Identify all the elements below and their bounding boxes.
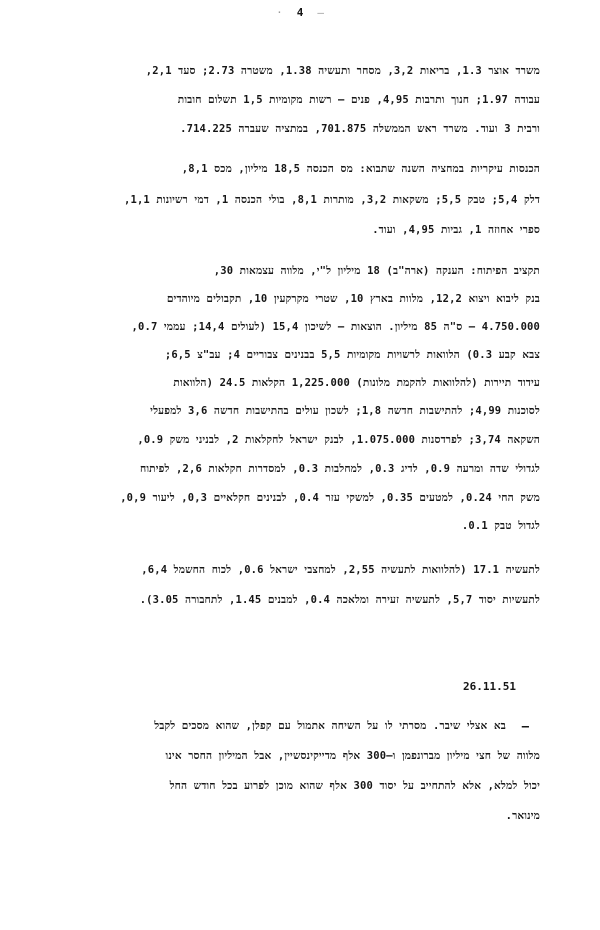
paragraph-1-line-1: משרד אוצר 1.3, בריאות 3,2, מסחר ותעשיה 1.38, משטרה 2.73; סעד 2,1, <box>145 65 540 77</box>
paragraph-2-line-3: ספרי אחוזה 1, גביות 4,95, ועוד. <box>372 224 540 236</box>
paragraph-3-line-6: לסוכנות 4,99; להתישבות חדשה 1,8; לשכון עולים בהתישבות חדשה 3,6 למפעלי <box>150 405 540 417</box>
paragraph-3-line-3: 4.750.000 – ס"ה 85 מיליון. הוצאות – לשיכון 15,4 (לעולים 14,4; עממי 0.7, <box>131 321 540 333</box>
paragraph-2-line-1: הכנסות עיקריות במחציה השנה שתבוא: מס הכנסה 18,5 מיליון, מכס 8,1, <box>181 163 540 175</box>
entry-dash: – <box>521 719 529 733</box>
paragraph-5-line-2: מלווה של חצי מיליון מברונפמן ו–300 אלף מדייקינסשיין, אבל המיליון החסר אינו <box>165 750 540 762</box>
paragraph-3-line-9: משק החי 0.24, למטעים 0.35, למשקי עזר 0.4, לבנינים חקלאיים 0,3, ליעור 0,9, <box>120 492 540 504</box>
paragraph-3-line-8: לגדולי שדה ומרעה 0.9, לדיג 0.3, למחלבות 0.3, למסדרות חקלאות 2,6, לפיתוח <box>139 463 540 475</box>
paragraph-1-line-2: עבודה 1.97; חנוך ותרבות 4,95, פנים – רשות מקומיות 1,5 תשלום חובות <box>177 94 540 106</box>
paragraph-3-line-7: השקאה 3,74; לפרדסנות 1.075.000, לבנק ישראל לחקלאות 2, לבניני משק 0.9, <box>137 434 540 446</box>
paragraph-1-line-3: ורבית 3 ועוד. משרד ראש הממשלה 701.875, במתציה שעברה 714.225. <box>180 123 540 135</box>
paragraph-4-line-2: לתעשיות יסוד 5,7, לתעשיה זעירה ומלאכה 0.4, למבנים 1.45, לתחבורה 3.05). <box>139 594 540 606</box>
paragraph-5-line-4: מינואר. <box>505 810 540 822</box>
page-number: · 4 – <box>276 6 324 19</box>
paragraph-3-line-4: צבא קבע 0.3) הלוואות לרשויות מקומיות 5,5 בבנינים צבוריים 4; עב"צ 6,5; <box>164 349 540 361</box>
paragraph-2-line-2: דלק 5,4; טבק 5,5; משקאות 3,2, מותרות 8,1, בולי הכנסה 1, דמי רשיונות 1,1, <box>123 194 540 206</box>
paragraph-5-line-1: בא אצלי שיבר. מסרתי לו על השיחה אתמול עם קפלן, שהוא מסכים לקבל <box>154 720 506 732</box>
paragraph-3-line-2: בנק ליבוא ויצוא 12,2, מלוות בארץ 10, שטרי מקרקעין 10, תקבולים מיוהדים <box>166 293 540 305</box>
paragraph-5-line-3: יכול למלא, אלא להתחייב על יסוד 300 אלף שהוא מוכן לפרוע בכל חודש החל <box>169 780 540 792</box>
paragraph-3-line-1: תקציב הפיתוח: הענקה (ארה"ב) 18 מיליון ל"י, מלווה עצמאות 30, <box>213 265 540 277</box>
paragraph-3-line-10: לגדול טבק 0.1. <box>461 520 540 532</box>
entry-date: 26.11.51 <box>463 680 516 693</box>
paragraph-3-line-5: עידוד תיירות (להלוואות להקמת מלונות) 1,225.000 הקלאות 24.5 (הלוואות <box>173 377 540 389</box>
paragraph-4-line-1: לתעשיה 17.1 (להלוואות לתעשיה 2,55, למחצבי ישראל 0.6, לכוח החשמל 6,4, <box>141 564 540 576</box>
